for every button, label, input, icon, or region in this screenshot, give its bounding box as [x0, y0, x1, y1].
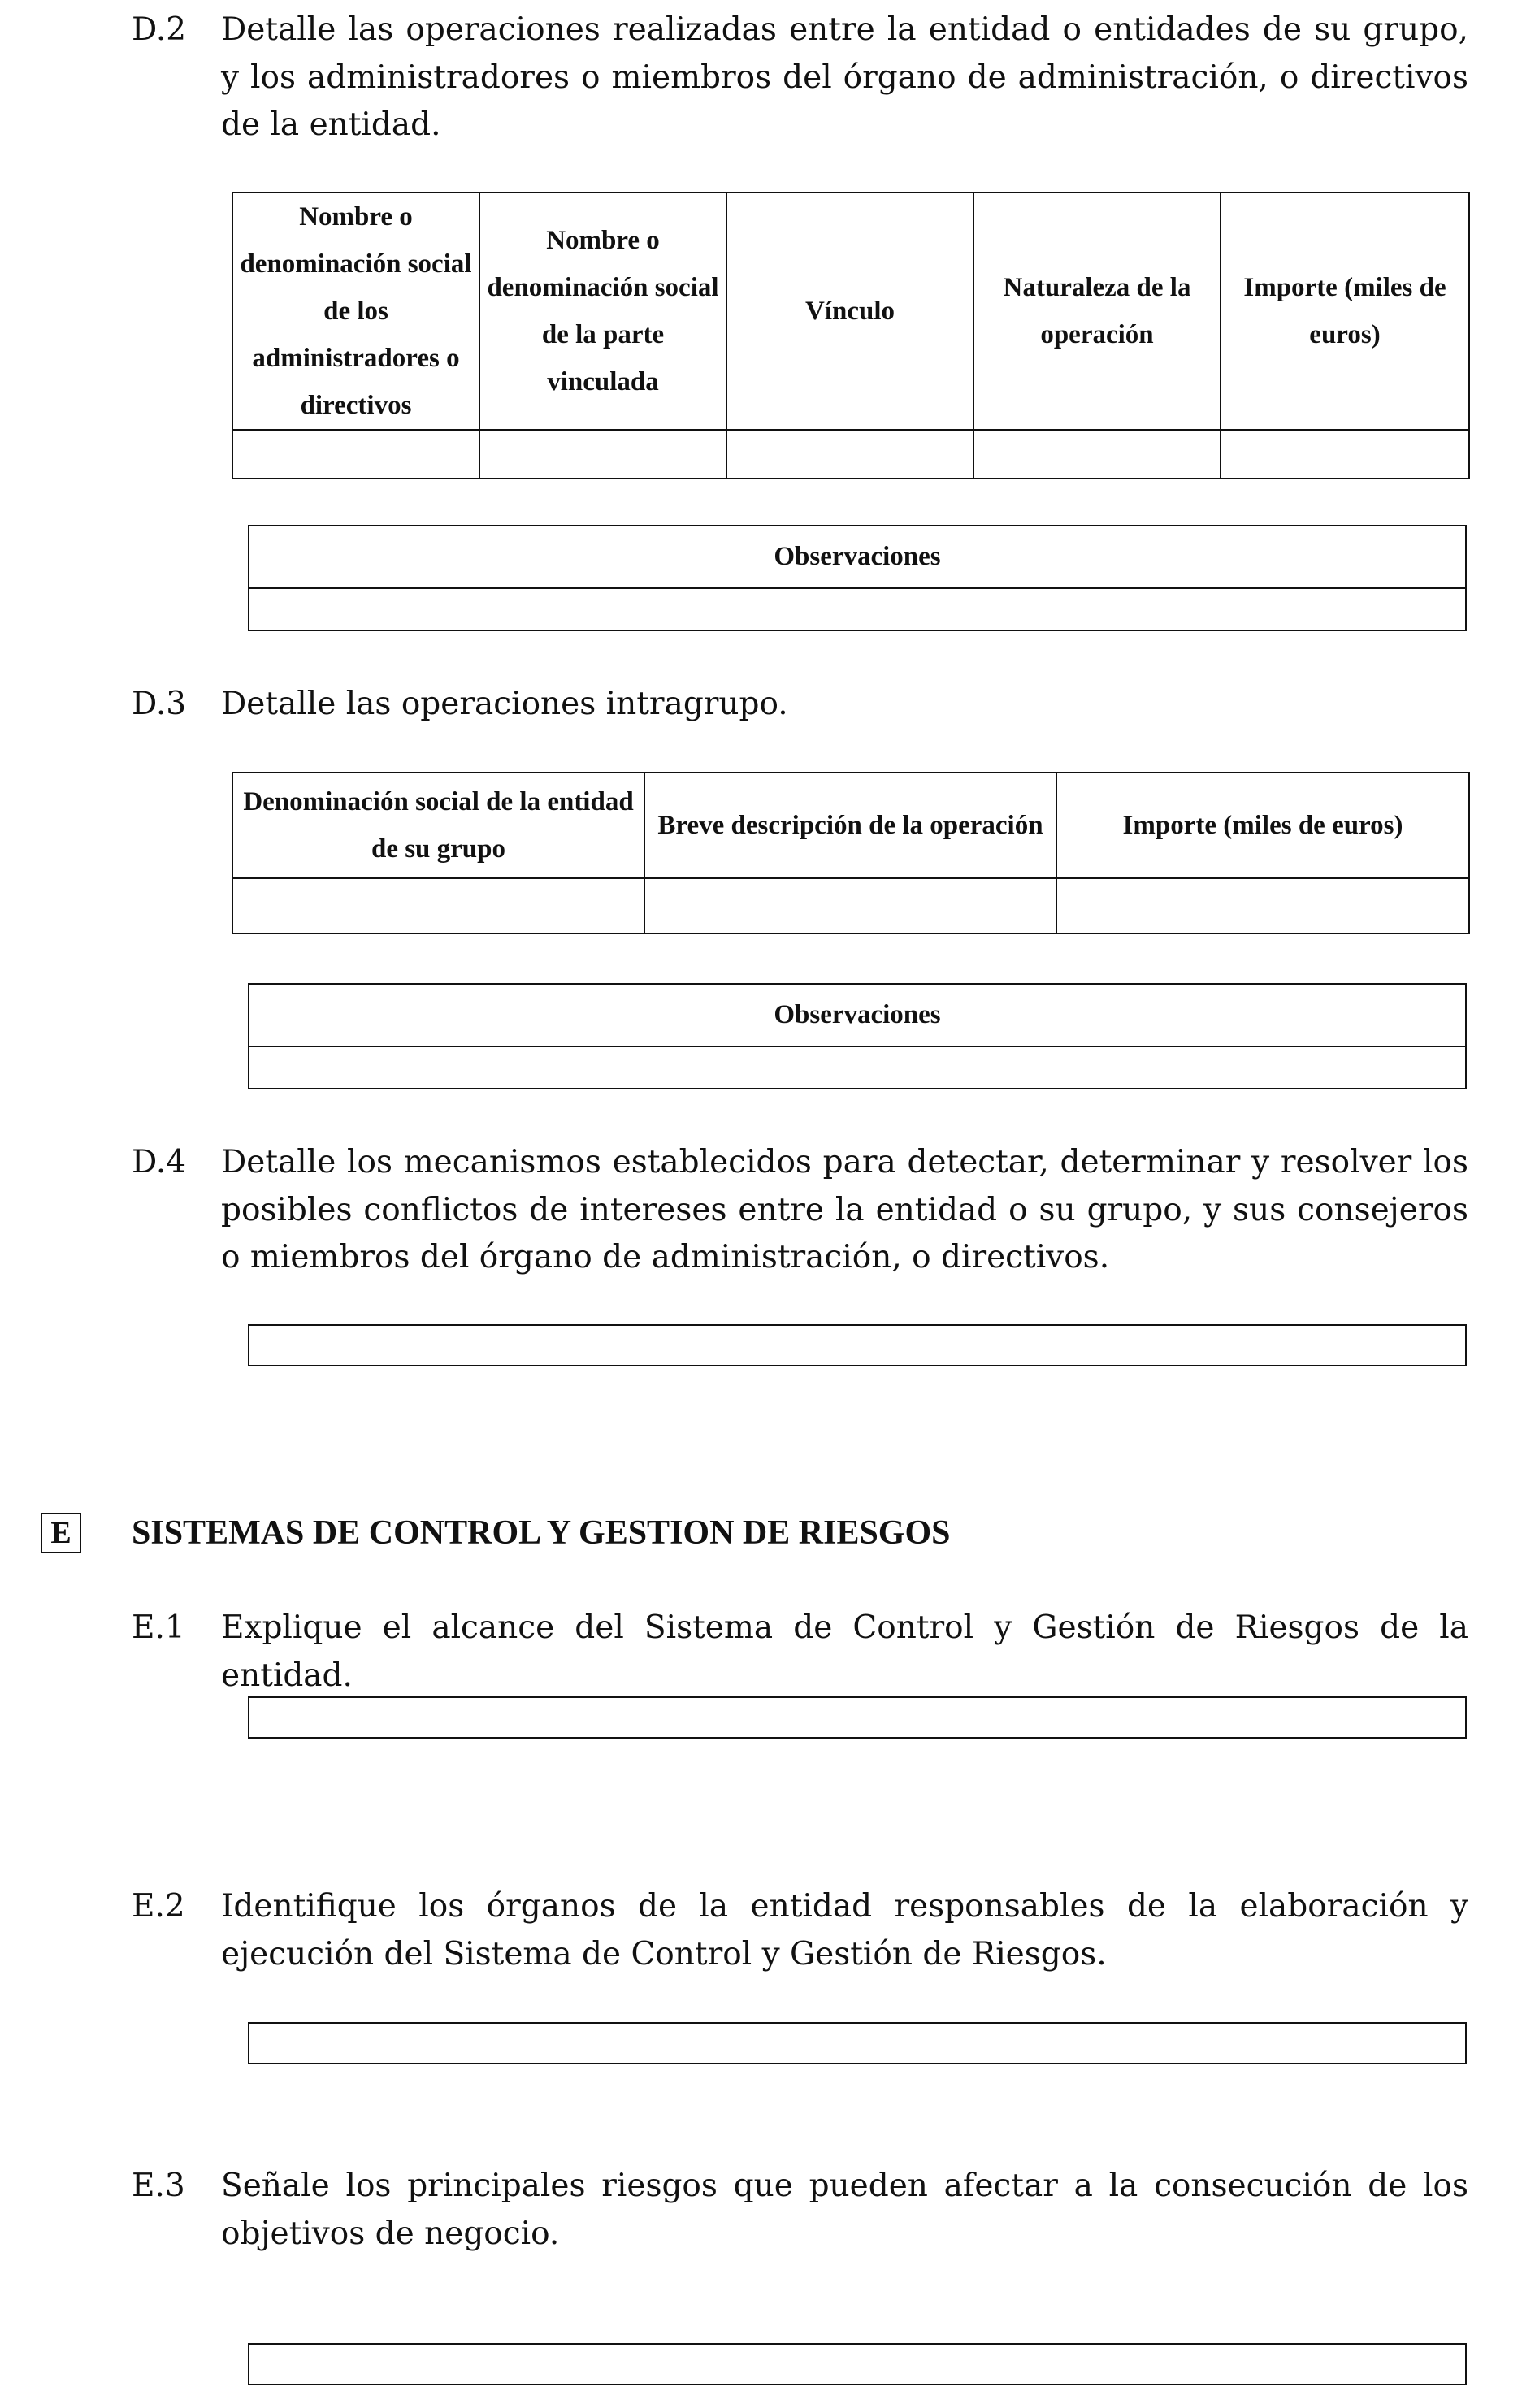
d2-observaciones-box [248, 525, 1467, 631]
observaciones-field[interactable] [249, 1047, 1465, 1088]
question-text: Detalle los mecanismos establecidos para detectar, determinar y resolver los posibles conflictos de intereses entre la entidad o su grupo, y sus consejeros o miembros del órgano de administración, o directivos. [221, 1144, 1468, 1275]
question-number: E.3 [132, 2168, 185, 2204]
question-d2 [132, 6, 1468, 149]
table-cell[interactable] [1221, 430, 1469, 479]
section-letter: E [41, 1513, 81, 1553]
question-number: D.3 [132, 686, 187, 722]
question-number: D.4 [132, 1144, 187, 1180]
question-text: Explique el alcance del Sistema de Control y Gestión de Riesgos de la entidad. [221, 1609, 1468, 1694]
question-e3 [132, 2163, 1468, 2258]
column-header: Importe (miles de euros) [1056, 773, 1469, 878]
question-text: Detalle las operaciones realizadas entre la entidad o entidades de su grupo, y los administradores o miembros del órgano de administración, o directivos de la entidad. [221, 11, 1468, 143]
table-cell[interactable] [644, 878, 1056, 933]
column-header: Naturaleza de la operación [973, 193, 1221, 430]
column-header: Breve descripción de la operación [644, 773, 1056, 878]
question-number: E.1 [132, 1609, 185, 1646]
question-d4 [132, 1139, 1468, 1282]
section-title: SISTEMAS DE CONTROL Y GESTION DE RIESGOS [132, 1514, 951, 1552]
observaciones-header: Observaciones [249, 526, 1465, 589]
table-cell[interactable] [973, 430, 1221, 479]
question-d3 [132, 681, 1468, 729]
column-header: Nombre o denominación social de los administradores o directivos [232, 193, 479, 430]
question-text: Identifique los órganos de la entidad responsables de la elaboración y ejecución del Sistema de Control y Gestión de Riesgos. [221, 1888, 1468, 1973]
observaciones-field[interactable] [249, 589, 1465, 630]
table-cell[interactable] [232, 878, 644, 933]
column-header: Vínculo [726, 193, 973, 430]
column-header: Nombre o denominación social de la parte vinculada [479, 193, 726, 430]
table-cell[interactable] [479, 430, 726, 479]
question-text: Señale los principales riesgos que pueden afectar a la consecución de los objetivos de negocio. [221, 2168, 1468, 2252]
table-cell[interactable] [232, 430, 479, 479]
question-e2 [132, 1883, 1468, 1978]
table-cell[interactable] [1056, 878, 1469, 933]
e2-answer-field[interactable] [248, 2022, 1467, 2064]
column-header: Importe (miles de euros) [1221, 193, 1469, 430]
table-cell[interactable] [726, 430, 973, 479]
d3-observaciones-box [248, 983, 1467, 1089]
question-text: Detalle las operaciones intragrupo. [221, 686, 788, 722]
d2-table [232, 192, 1470, 479]
e1-answer-field[interactable] [248, 1696, 1467, 1739]
e3-answer-field[interactable] [248, 2343, 1467, 2385]
observaciones-header: Observaciones [249, 985, 1465, 1047]
d3-table [232, 772, 1470, 934]
question-number: E.2 [132, 1888, 185, 1925]
column-header: Denominación social de la entidad de su grupo [232, 773, 644, 878]
d4-answer-field[interactable] [248, 1324, 1467, 1366]
question-e1 [132, 1605, 1468, 1700]
question-number: D.2 [132, 11, 187, 48]
